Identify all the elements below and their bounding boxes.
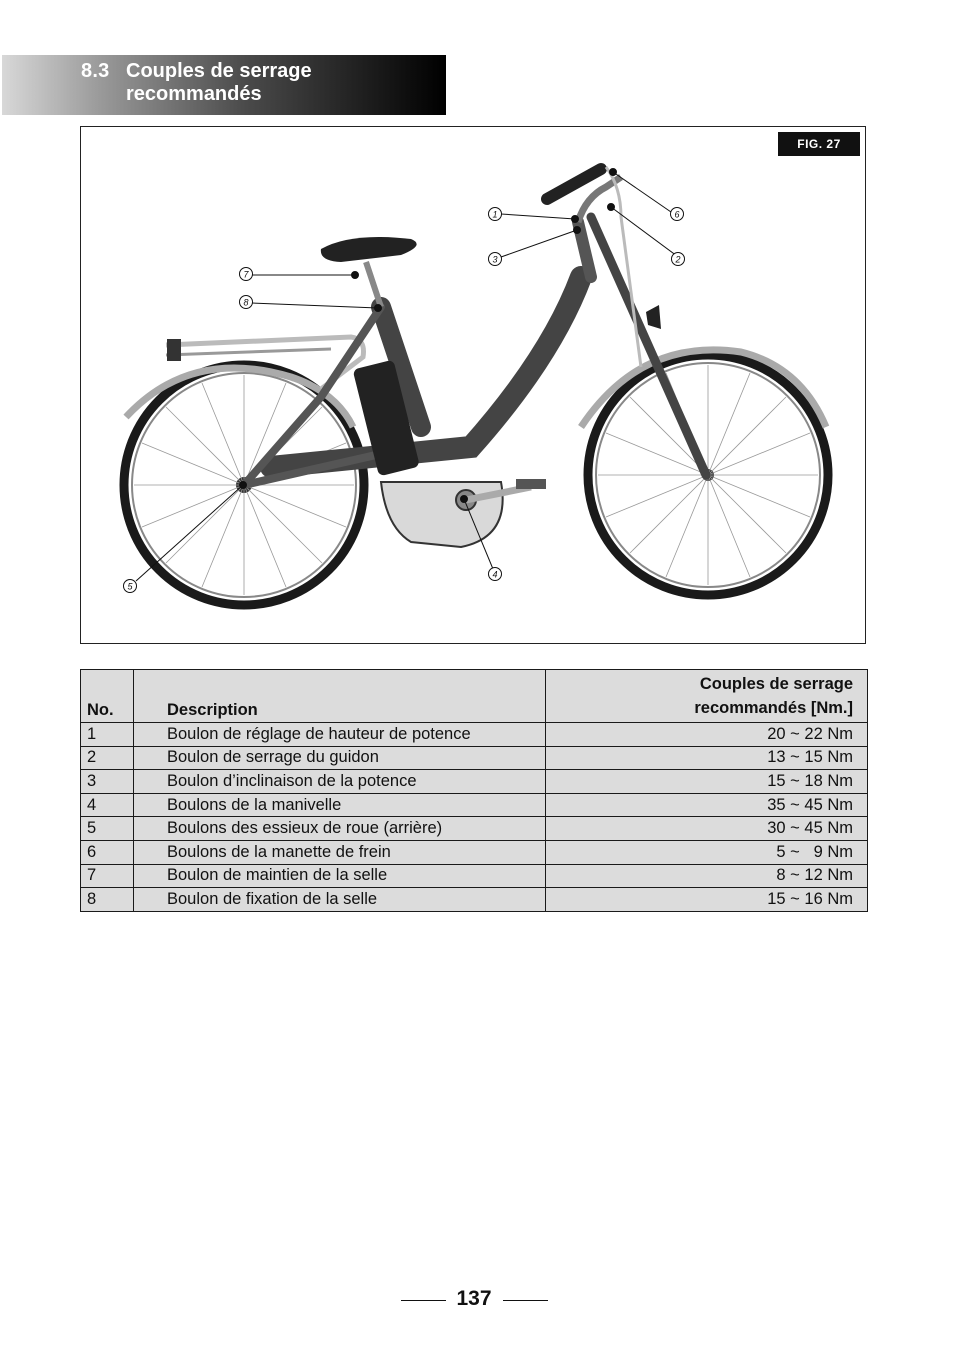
- row-torque: 35 ~ 45 Nm: [546, 793, 868, 817]
- torque-table: [80, 669, 868, 912]
- row-description: Boulon de réglage de hauteur de potence: [134, 723, 546, 747]
- row-no: 7: [81, 864, 134, 888]
- callout-6: [671, 208, 684, 221]
- header-no: No.: [81, 670, 134, 723]
- row-description: Boulon de fixation de la selle: [134, 888, 546, 912]
- header-torque-line1: Couples de serrage: [699, 675, 853, 693]
- row-no: 5: [81, 817, 134, 841]
- figure-27: [80, 126, 866, 644]
- row-no: 2: [81, 746, 134, 770]
- table-row: [81, 746, 868, 770]
- table-row: [81, 723, 868, 747]
- page-number: 137: [456, 1287, 492, 1310]
- svg-text:8: 8: [243, 297, 249, 308]
- row-no: 6: [81, 840, 134, 864]
- callout-5: [124, 580, 137, 593]
- motor-housing: [381, 482, 503, 547]
- callout-7: [240, 268, 253, 281]
- table-row: [81, 793, 868, 817]
- row-description: Boulon de maintien de la selle: [134, 864, 546, 888]
- table-row: [81, 888, 868, 912]
- row-torque: 15 ~ 18 Nm: [546, 770, 868, 794]
- row-torque: 20 ~ 22 Nm: [546, 723, 868, 747]
- row-description: Boulon d’inclinaison de la potence: [134, 770, 546, 794]
- svg-text:3: 3: [492, 254, 498, 265]
- figure-label: FIG. 27: [778, 132, 860, 156]
- table-row: [81, 817, 868, 841]
- svg-text:4: 4: [492, 569, 498, 580]
- table-row: [81, 864, 868, 888]
- row-no: 4: [81, 793, 134, 817]
- row-description: Boulons de la manette de frein: [134, 840, 546, 864]
- saddle: [321, 237, 417, 262]
- svg-text:2: 2: [675, 254, 681, 265]
- table-row: [81, 840, 868, 864]
- header-torque: [546, 670, 868, 723]
- row-torque: 5 ~ 9 Nm: [546, 840, 868, 864]
- table-header-row: [81, 670, 868, 723]
- svg-text:5: 5: [127, 581, 133, 592]
- row-torque: 30 ~ 45 Nm: [546, 817, 868, 841]
- table-row: [81, 770, 868, 794]
- callout-4: [489, 568, 502, 581]
- page-footer: [0, 1285, 954, 1315]
- row-torque: 13 ~ 15 Nm: [546, 746, 868, 770]
- header-torque-line2: recommandés [Nm.]: [694, 699, 853, 717]
- row-no: 1: [81, 723, 134, 747]
- row-description: Boulons de la manivelle: [134, 793, 546, 817]
- callout-8: [240, 296, 253, 309]
- section-title: Couples de serrage recommandés: [126, 60, 312, 105]
- bicycle-illustration: [81, 127, 865, 643]
- callout-2: [672, 253, 685, 266]
- header-description: Description: [134, 670, 546, 723]
- footer-rule-left: [401, 1300, 446, 1301]
- section-header: [2, 55, 446, 115]
- svg-text:1: 1: [492, 209, 498, 220]
- callout-1: [489, 208, 502, 221]
- svg-text:7: 7: [243, 269, 249, 280]
- svg-text:6: 6: [674, 209, 680, 220]
- row-description: Boulon de serrage du guidon: [134, 746, 546, 770]
- footer-rule-right: [503, 1300, 548, 1301]
- row-no: 8: [81, 888, 134, 912]
- row-torque: 15 ~ 16 Nm: [546, 888, 868, 912]
- row-torque: 8 ~ 12 Nm: [546, 864, 868, 888]
- section-number: 8.3: [81, 60, 110, 82]
- row-no: 3: [81, 770, 134, 794]
- callout-3: [489, 253, 502, 266]
- row-description: Boulons des essieux de roue (arrière): [134, 817, 546, 841]
